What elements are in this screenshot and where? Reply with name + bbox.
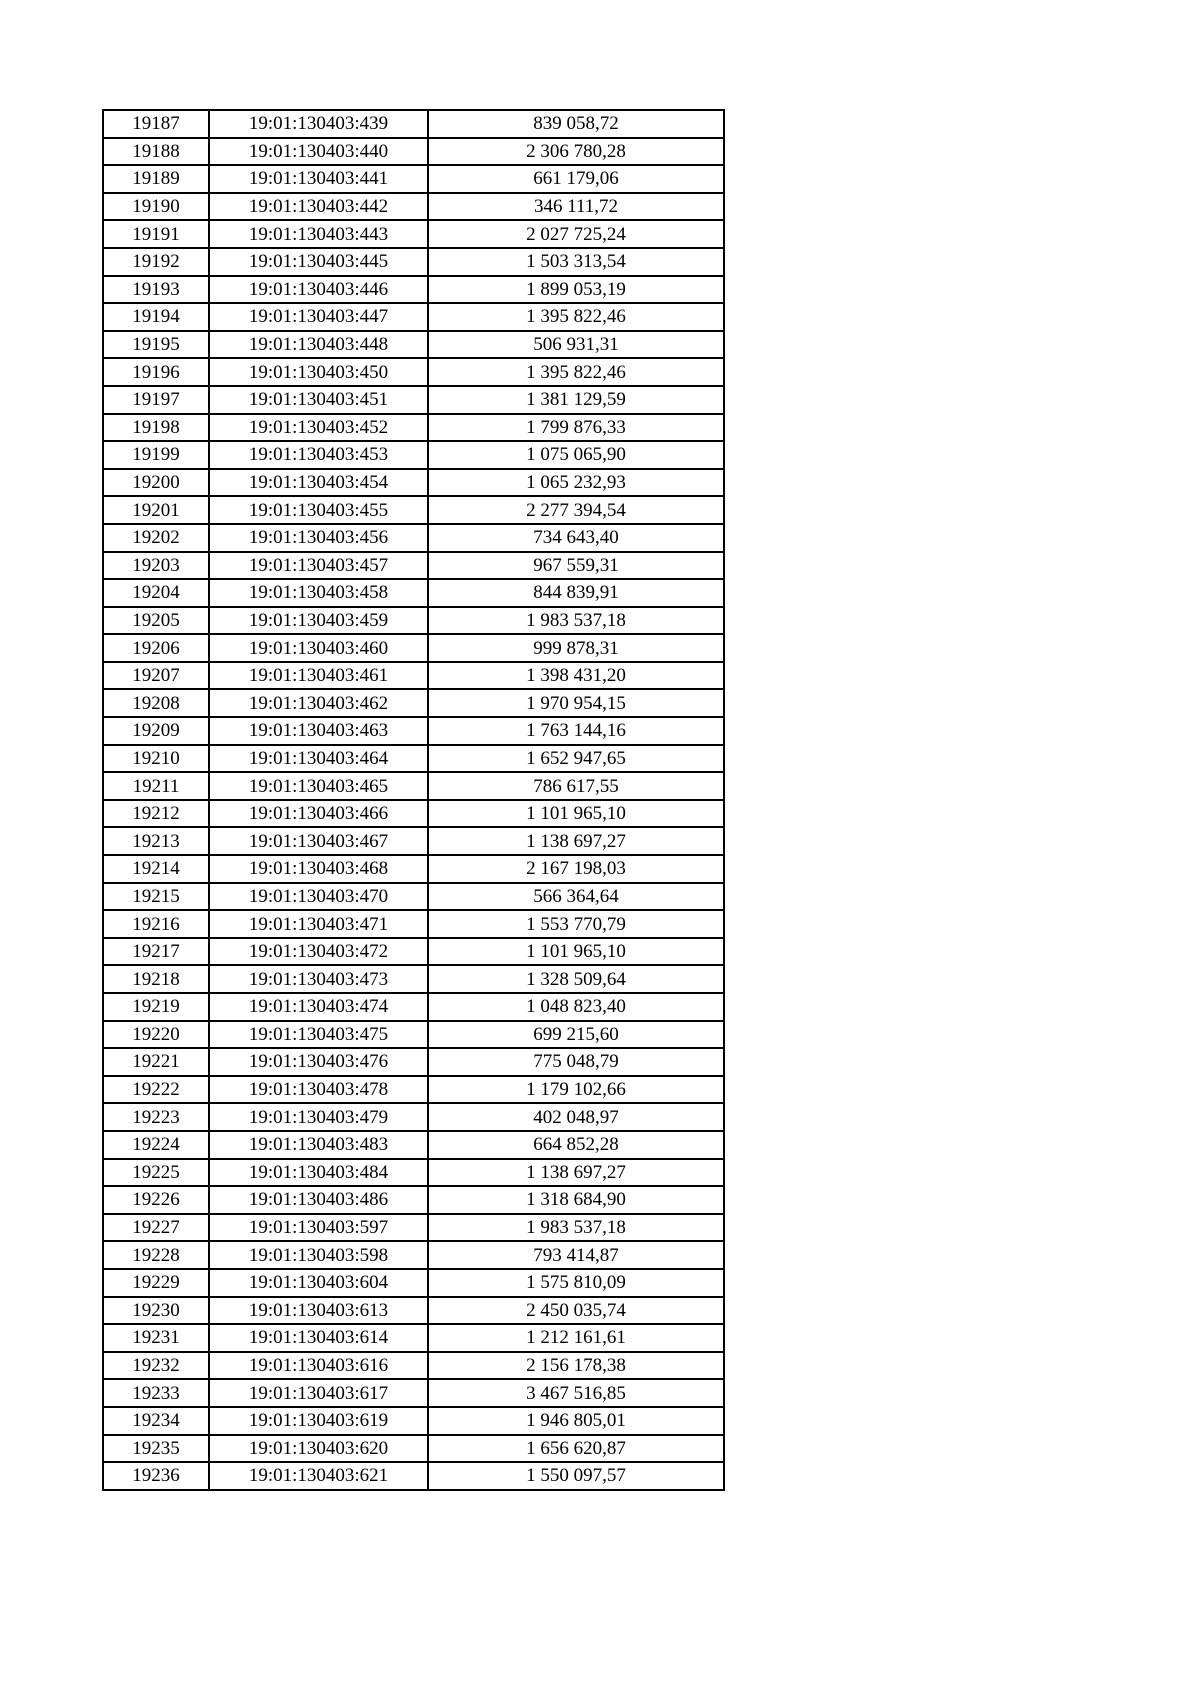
cadastral-number-cell: 19:01:130403:484 (209, 1159, 428, 1187)
row-number-cell: 19187 (103, 110, 209, 138)
cadastral-number-cell: 19:01:130403:454 (209, 469, 428, 497)
table-row (103, 1269, 724, 1297)
cadastral-value-cell: 1 179 102,66 (428, 1076, 724, 1104)
row-number-cell: 19202 (103, 524, 209, 552)
cadastral-value-cell: 1 395 822,46 (428, 303, 724, 331)
row-number-cell: 19224 (103, 1131, 209, 1159)
row-number-cell: 19188 (103, 138, 209, 166)
table-row (103, 938, 724, 966)
cadastral-value-cell: 967 559,31 (428, 552, 724, 580)
row-number-cell: 19209 (103, 717, 209, 745)
cadastral-value-cell: 346 111,72 (428, 193, 724, 221)
cadastral-number-cell: 19:01:130403:470 (209, 883, 428, 911)
cadastral-value-cell: 1 656 620,87 (428, 1435, 724, 1463)
row-number-cell: 19192 (103, 248, 209, 276)
table-row (103, 441, 724, 469)
table-row (103, 717, 724, 745)
table-row (103, 662, 724, 690)
row-number-cell: 19201 (103, 496, 209, 524)
cadastral-value-cell: 1 983 537,18 (428, 1214, 724, 1242)
cadastral-number-cell: 19:01:130403:620 (209, 1435, 428, 1463)
row-number-cell: 19235 (103, 1435, 209, 1463)
table-row (103, 965, 724, 993)
cadastral-value-cell: 786 617,55 (428, 772, 724, 800)
cadastral-value-cell: 1 381 129,59 (428, 386, 724, 414)
table-row (103, 1048, 724, 1076)
cadastral-value-cell: 1 075 065,90 (428, 441, 724, 469)
cadastral-value-cell: 1 065 232,93 (428, 469, 724, 497)
cadastral-number-cell: 19:01:130403:598 (209, 1241, 428, 1269)
table-row (103, 910, 724, 938)
row-number-cell: 19220 (103, 1021, 209, 1049)
cadastral-number-cell: 19:01:130403:471 (209, 910, 428, 938)
cadastral-number-cell: 19:01:130403:465 (209, 772, 428, 800)
cadastral-number-cell: 19:01:130403:478 (209, 1076, 428, 1104)
row-number-cell: 19215 (103, 883, 209, 911)
cadastral-number-cell: 19:01:130403:483 (209, 1131, 428, 1159)
row-number-cell: 19214 (103, 855, 209, 883)
cadastral-value-cell: 1 983 537,18 (428, 607, 724, 635)
cadastral-number-cell: 19:01:130403:458 (209, 579, 428, 607)
table-row (103, 358, 724, 386)
cadastral-value-cell: 2 167 198,03 (428, 855, 724, 883)
table-row (103, 745, 724, 773)
cadastral-number-cell: 19:01:130403:456 (209, 524, 428, 552)
row-number-cell: 19197 (103, 386, 209, 414)
cadastral-number-cell: 19:01:130403:597 (209, 1214, 428, 1242)
table-row (103, 1103, 724, 1131)
cadastral-value-cell: 1 550 097,57 (428, 1462, 724, 1490)
row-number-cell: 19221 (103, 1048, 209, 1076)
table-row (103, 1352, 724, 1380)
cadastral-number-cell: 19:01:130403:460 (209, 634, 428, 662)
cadastral-number-cell: 19:01:130403:442 (209, 193, 428, 221)
cadastral-number-cell: 19:01:130403:462 (209, 689, 428, 717)
cadastral-number-cell: 19:01:130403:473 (209, 965, 428, 993)
table-row (103, 855, 724, 883)
table-row (103, 414, 724, 442)
row-number-cell: 19226 (103, 1186, 209, 1214)
table-row (103, 331, 724, 359)
row-number-cell: 19203 (103, 552, 209, 580)
cadastral-value-cell: 661 179,06 (428, 165, 724, 193)
row-number-cell: 19218 (103, 965, 209, 993)
row-number-cell: 19196 (103, 358, 209, 386)
cadastral-number-cell: 19:01:130403:463 (209, 717, 428, 745)
cadastral-number-cell: 19:01:130403:486 (209, 1186, 428, 1214)
table-row (103, 1186, 724, 1214)
cadastral-value-cell: 1 138 697,27 (428, 1159, 724, 1187)
table-row (103, 1407, 724, 1435)
row-number-cell: 19236 (103, 1462, 209, 1490)
cadastral-number-cell: 19:01:130403:466 (209, 800, 428, 828)
cadastral-number-cell: 19:01:130403:448 (209, 331, 428, 359)
table-row (103, 1214, 724, 1242)
table-row (103, 303, 724, 331)
cadastral-value-cell: 1 398 431,20 (428, 662, 724, 690)
cadastral-value-cell: 1 101 965,10 (428, 800, 724, 828)
table-row (103, 386, 724, 414)
table-row (103, 193, 724, 221)
cadastral-value-cell: 839 058,72 (428, 110, 724, 138)
table-row (103, 1297, 724, 1325)
cadastral-value-cell: 1 553 770,79 (428, 910, 724, 938)
cadastral-value-cell: 1 899 053,19 (428, 276, 724, 304)
table-row (103, 800, 724, 828)
cadastral-value-cell: 506 931,31 (428, 331, 724, 359)
cadastral-value-table (102, 109, 725, 1491)
cadastral-number-cell: 19:01:130403:476 (209, 1048, 428, 1076)
cadastral-number-cell: 19:01:130403:447 (209, 303, 428, 331)
cadastral-number-cell: 19:01:130403:617 (209, 1379, 428, 1407)
cadastral-value-cell: 1 318 684,90 (428, 1186, 724, 1214)
cadastral-number-cell: 19:01:130403:621 (209, 1462, 428, 1490)
row-number-cell: 19228 (103, 1241, 209, 1269)
table-row (103, 1379, 724, 1407)
cadastral-value-cell: 2 156 178,38 (428, 1352, 724, 1380)
row-number-cell: 19216 (103, 910, 209, 938)
cadastral-value-cell: 699 215,60 (428, 1021, 724, 1049)
table-row (103, 1159, 724, 1187)
table-row (103, 469, 724, 497)
cadastral-number-cell: 19:01:130403:441 (209, 165, 428, 193)
cadastral-value-cell: 1 212 161,61 (428, 1324, 724, 1352)
cadastral-number-cell: 19:01:130403:453 (209, 441, 428, 469)
cadastral-value-cell: 1 652 947,65 (428, 745, 724, 773)
table-row (103, 1324, 724, 1352)
table-row (103, 579, 724, 607)
cadastral-value-cell: 775 048,79 (428, 1048, 724, 1076)
row-number-cell: 19199 (103, 441, 209, 469)
cadastral-number-cell: 19:01:130403:440 (209, 138, 428, 166)
cadastral-value-cell: 2 027 725,24 (428, 220, 724, 248)
cadastral-number-cell: 19:01:130403:464 (209, 745, 428, 773)
cadastral-number-cell: 19:01:130403:468 (209, 855, 428, 883)
table-row (103, 165, 724, 193)
table-row (103, 993, 724, 1021)
cadastral-value-cell: 1 763 144,16 (428, 717, 724, 745)
table-row (103, 634, 724, 662)
cadastral-value-cell: 1 138 697,27 (428, 827, 724, 855)
cadastral-number-cell: 19:01:130403:619 (209, 1407, 428, 1435)
cadastral-value-cell: 844 839,91 (428, 579, 724, 607)
cadastral-value-cell: 793 414,87 (428, 1241, 724, 1269)
table-row (103, 772, 724, 800)
cadastral-number-cell: 19:01:130403:443 (209, 220, 428, 248)
row-number-cell: 19213 (103, 827, 209, 855)
row-number-cell: 19230 (103, 1297, 209, 1325)
cadastral-value-cell: 664 852,28 (428, 1131, 724, 1159)
row-number-cell: 19212 (103, 800, 209, 828)
cadastral-value-cell: 566 364,64 (428, 883, 724, 911)
cadastral-number-cell: 19:01:130403:439 (209, 110, 428, 138)
table-row (103, 552, 724, 580)
row-number-cell: 19198 (103, 414, 209, 442)
cadastral-value-cell: 734 643,40 (428, 524, 724, 552)
cadastral-value-cell: 2 277 394,54 (428, 496, 724, 524)
cadastral-number-cell: 19:01:130403:604 (209, 1269, 428, 1297)
row-number-cell: 19191 (103, 220, 209, 248)
cadastral-number-cell: 19:01:130403:613 (209, 1297, 428, 1325)
cadastral-value-cell: 402 048,97 (428, 1103, 724, 1131)
cadastral-value-cell: 1 503 313,54 (428, 248, 724, 276)
row-number-cell: 19219 (103, 993, 209, 1021)
cadastral-value-cell: 2 306 780,28 (428, 138, 724, 166)
row-number-cell: 19225 (103, 1159, 209, 1187)
cadastral-number-cell: 19:01:130403:467 (209, 827, 428, 855)
cadastral-value-cell: 1 395 822,46 (428, 358, 724, 386)
cadastral-value-cell: 1 799 876,33 (428, 414, 724, 442)
table-row (103, 1021, 724, 1049)
table-row (103, 1462, 724, 1490)
cadastral-number-cell: 19:01:130403:445 (209, 248, 428, 276)
cadastral-value-cell: 3 467 516,85 (428, 1379, 724, 1407)
cadastral-value-cell: 1 970 954,15 (428, 689, 724, 717)
cadastral-number-cell: 19:01:130403:472 (209, 938, 428, 966)
row-number-cell: 19222 (103, 1076, 209, 1104)
cadastral-number-cell: 19:01:130403:446 (209, 276, 428, 304)
row-number-cell: 19204 (103, 579, 209, 607)
row-number-cell: 19223 (103, 1103, 209, 1131)
cadastral-value-cell: 1 946 805,01 (428, 1407, 724, 1435)
row-number-cell: 19205 (103, 607, 209, 635)
cadastral-number-cell: 19:01:130403:461 (209, 662, 428, 690)
cadastral-number-cell: 19:01:130403:474 (209, 993, 428, 1021)
row-number-cell: 19229 (103, 1269, 209, 1297)
row-number-cell: 19231 (103, 1324, 209, 1352)
table-body (103, 110, 724, 1490)
row-number-cell: 19208 (103, 689, 209, 717)
table-row (103, 689, 724, 717)
row-number-cell: 19189 (103, 165, 209, 193)
table-row (103, 1435, 724, 1463)
table-row (103, 827, 724, 855)
row-number-cell: 19233 (103, 1379, 209, 1407)
row-number-cell: 19190 (103, 193, 209, 221)
table-row (103, 138, 724, 166)
cadastral-number-cell: 19:01:130403:475 (209, 1021, 428, 1049)
table-row (103, 607, 724, 635)
cadastral-value-cell: 1 575 810,09 (428, 1269, 724, 1297)
table-row (103, 220, 724, 248)
row-number-cell: 19206 (103, 634, 209, 662)
cadastral-value-cell: 2 450 035,74 (428, 1297, 724, 1325)
table-row (103, 110, 724, 138)
table-row (103, 883, 724, 911)
cadastral-number-cell: 19:01:130403:616 (209, 1352, 428, 1380)
cadastral-number-cell: 19:01:130403:452 (209, 414, 428, 442)
row-number-cell: 19227 (103, 1214, 209, 1242)
cadastral-number-cell: 19:01:130403:459 (209, 607, 428, 635)
cadastral-number-cell: 19:01:130403:614 (209, 1324, 428, 1352)
row-number-cell: 19195 (103, 331, 209, 359)
table-row (103, 496, 724, 524)
cadastral-value-cell: 999 878,31 (428, 634, 724, 662)
row-number-cell: 19232 (103, 1352, 209, 1380)
table-row (103, 248, 724, 276)
table-row (103, 1076, 724, 1104)
table-row (103, 1131, 724, 1159)
table-row (103, 276, 724, 304)
row-number-cell: 19211 (103, 772, 209, 800)
cadastral-value-cell: 1 101 965,10 (428, 938, 724, 966)
row-number-cell: 19234 (103, 1407, 209, 1435)
cadastral-number-cell: 19:01:130403:479 (209, 1103, 428, 1131)
row-number-cell: 19217 (103, 938, 209, 966)
cadastral-value-cell: 1 048 823,40 (428, 993, 724, 1021)
row-number-cell: 19210 (103, 745, 209, 773)
cadastral-number-cell: 19:01:130403:451 (209, 386, 428, 414)
row-number-cell: 19194 (103, 303, 209, 331)
row-number-cell: 19200 (103, 469, 209, 497)
row-number-cell: 19193 (103, 276, 209, 304)
cadastral-number-cell: 19:01:130403:457 (209, 552, 428, 580)
row-number-cell: 19207 (103, 662, 209, 690)
cadastral-number-cell: 19:01:130403:450 (209, 358, 428, 386)
table-row (103, 524, 724, 552)
cadastral-number-cell: 19:01:130403:455 (209, 496, 428, 524)
cadastral-value-cell: 1 328 509,64 (428, 965, 724, 993)
table-row (103, 1241, 724, 1269)
